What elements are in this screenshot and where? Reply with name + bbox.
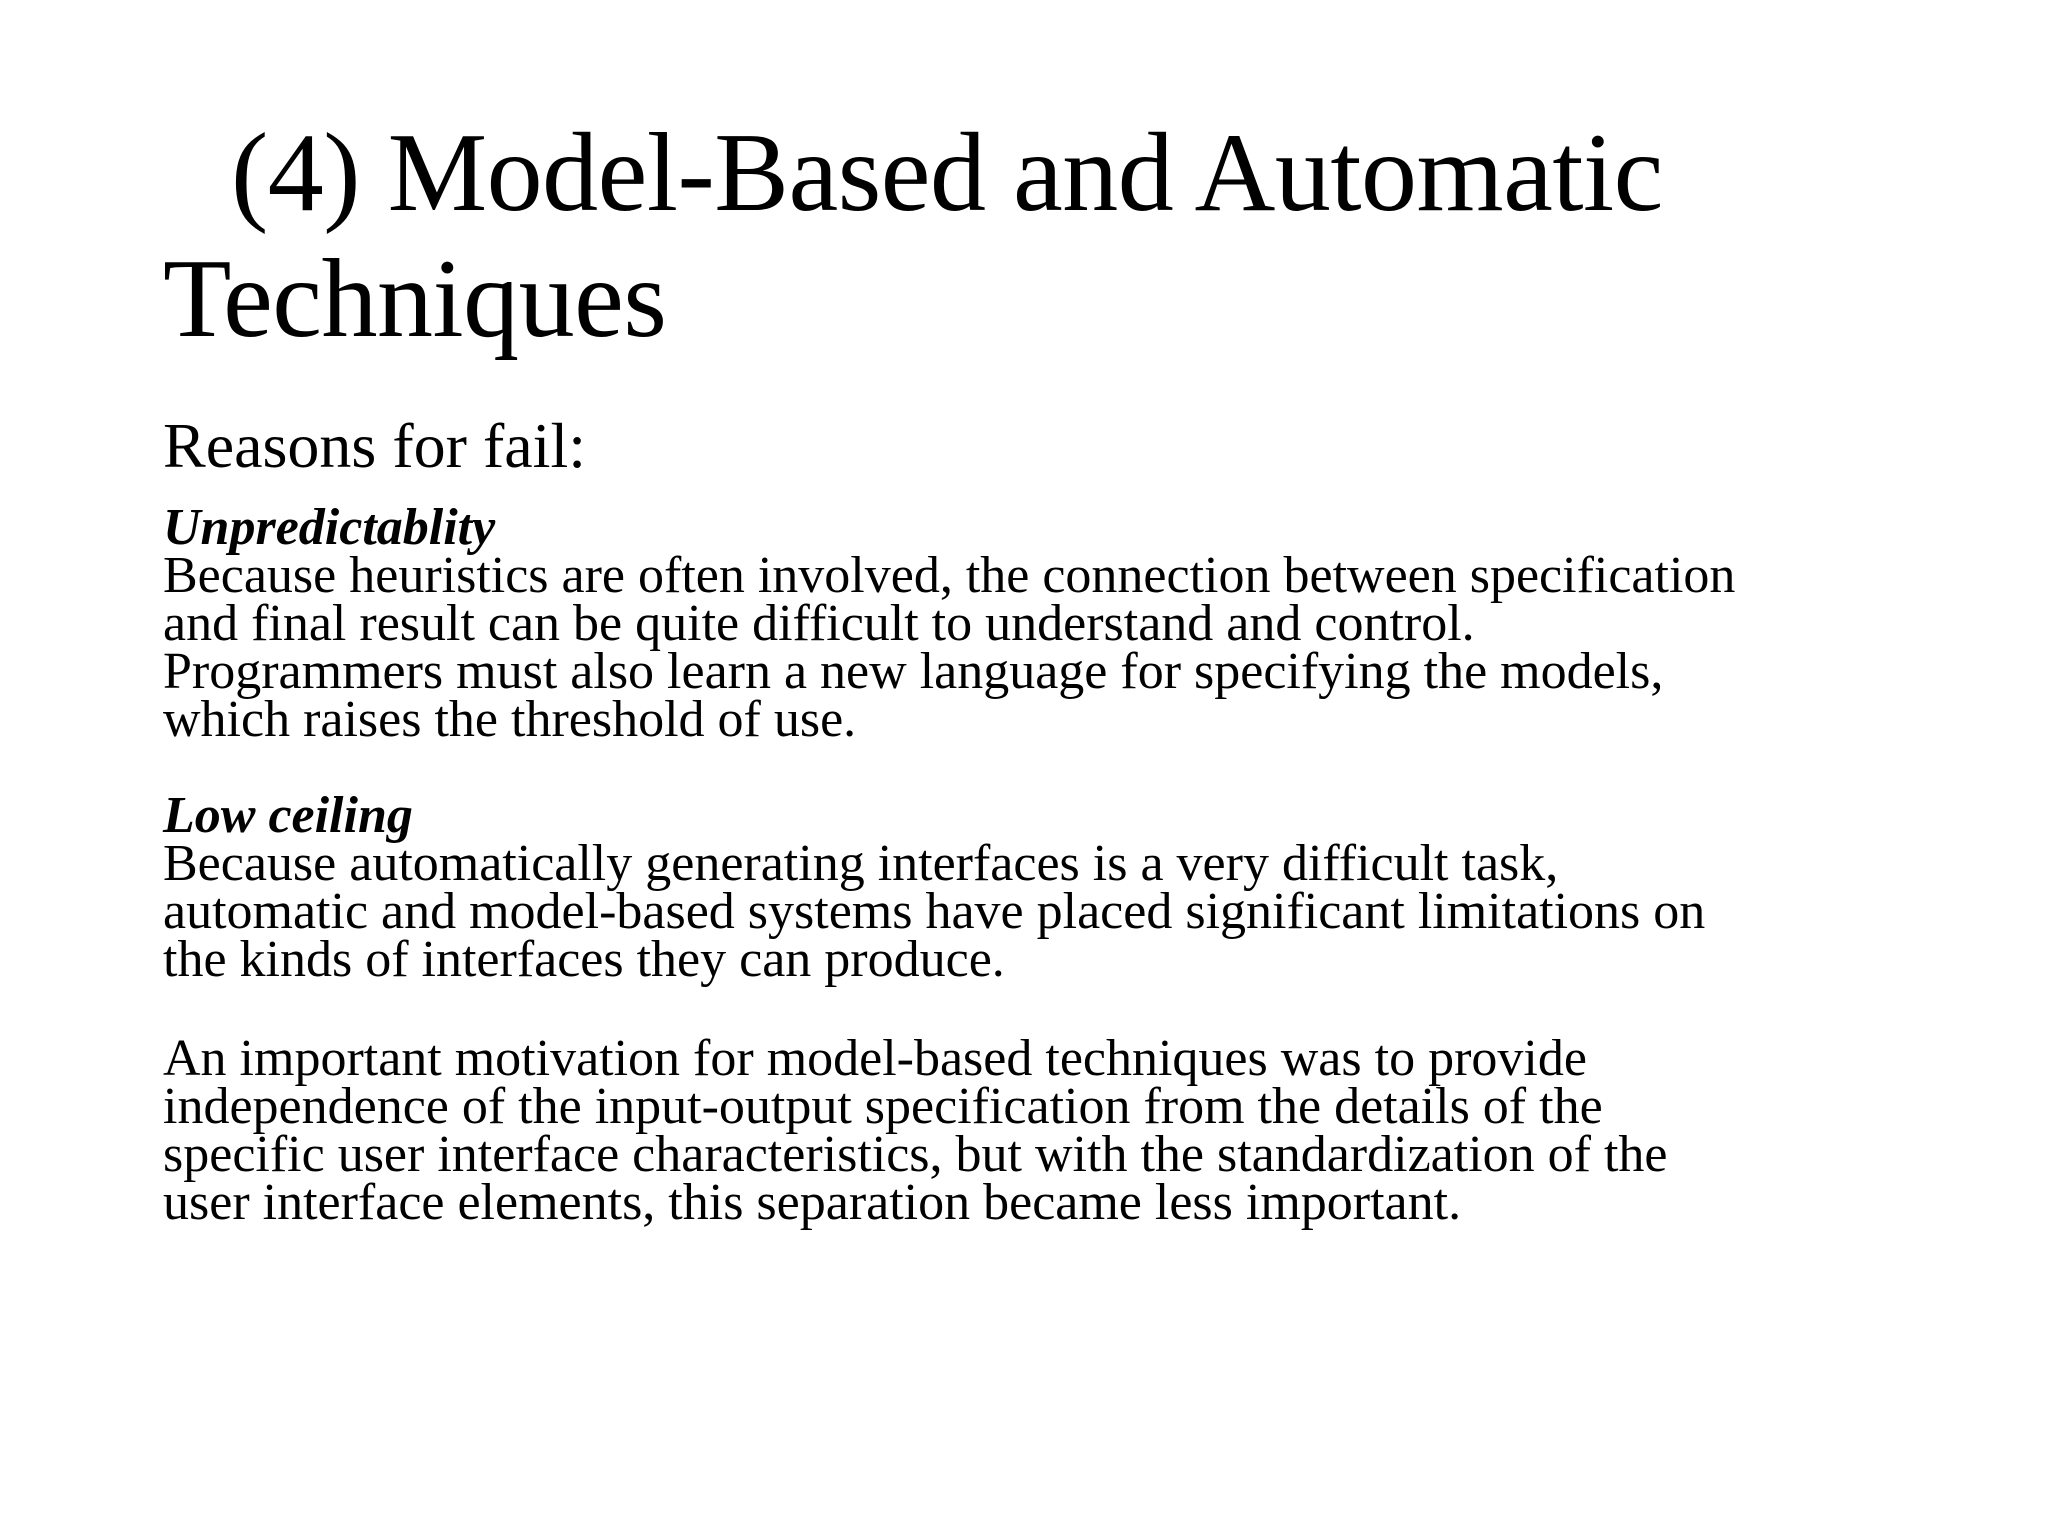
section-line: Because automatically generating interfaces is a very difficult task, (163, 835, 1559, 892)
slide-subtitle: Reasons for fail: (163, 410, 586, 481)
section-heading: Low ceiling (163, 787, 413, 844)
section-line: Because heuristics are often involved, the connection between specification (163, 547, 1736, 604)
section-line: and final result can be quite difficult to understand and control. (163, 595, 1475, 652)
section-low-ceiling (163, 787, 1923, 988)
section-line: the kinds of interfaces they can produce. (163, 931, 1005, 988)
slide-title (163, 110, 1923, 362)
section-line: which raises the threshold of use. (163, 691, 857, 748)
section-motivation (163, 1030, 1923, 1231)
section-line: Programmers must also learn a new language for specifying the models, (163, 643, 1664, 700)
section-line: independence of the input-output specification from the details of the (163, 1078, 1603, 1135)
slide-title-line-1: (4) Model-Based and Automatic (231, 111, 1663, 235)
section-heading: Unpredictablity (163, 499, 496, 556)
section-line: automatic and model-based systems have placed significant limitations on (163, 883, 1706, 940)
section-line: specific user interface characteristics, but with the standardization of the (163, 1126, 1668, 1183)
section-line: An important motivation for model-based techniques was to provide (163, 1030, 1587, 1087)
slide-title-line-2: Techniques (163, 237, 667, 361)
section-line: user interface elements, this separation became less important. (163, 1174, 1462, 1231)
section-unpredictability (163, 499, 1923, 748)
